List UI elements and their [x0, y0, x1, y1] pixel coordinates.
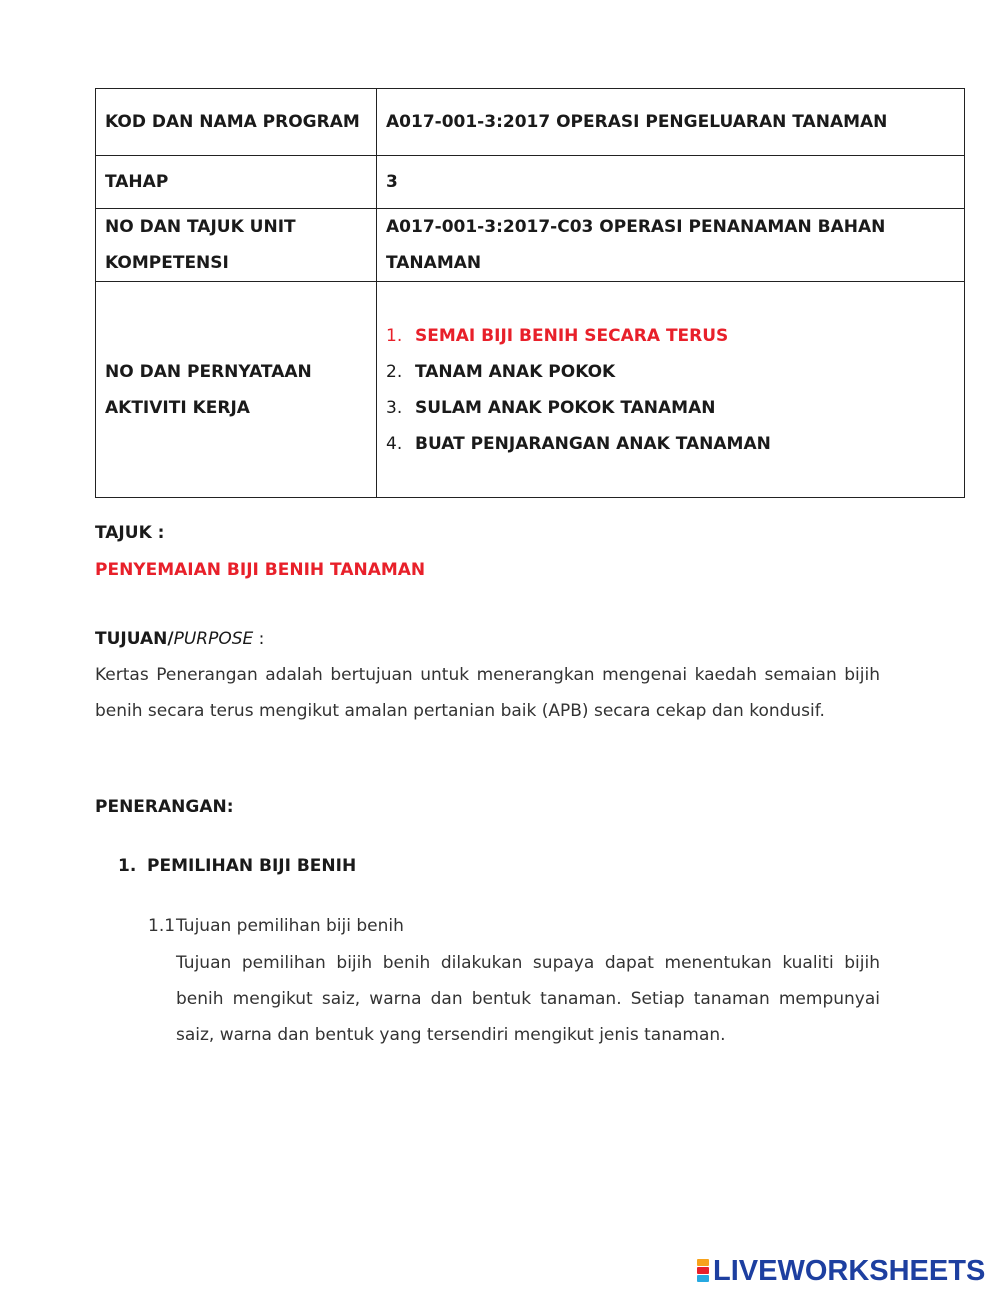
section-number: 1. — [118, 856, 137, 876]
subsection-number: 1.1 — [148, 916, 176, 936]
table-row — [96, 89, 965, 156]
activity-text: SULAM ANAK POKOK TANAMAN — [415, 397, 716, 418]
table-row — [96, 282, 965, 498]
activity-item — [386, 318, 955, 354]
table-row — [96, 156, 965, 209]
activity-item — [386, 426, 955, 462]
row-label: NO DAN TAJUK UNIT KOMPETENSI — [96, 209, 377, 282]
logo-text: LIVEWORKSHEETS — [713, 1254, 986, 1287]
table-row — [96, 209, 965, 282]
activity-item — [386, 390, 955, 426]
activity-text: SEMAI BIJI BENIH SECARA TERUS — [415, 325, 729, 346]
tujuan-label: TUJUAN/ — [95, 629, 174, 649]
activity-number: 3. — [386, 397, 403, 418]
penerangan-label: PENERANGAN: — [95, 797, 234, 817]
subsection-title: Tujuan pemilihan biji benih — [176, 916, 404, 936]
activity-text: TANAM ANAK POKOK — [415, 361, 616, 382]
activity-number: 1. — [386, 325, 403, 346]
section-heading — [118, 856, 356, 876]
row-label: NO DAN PERNYATAAN AKTIVITI KERJA — [96, 282, 377, 498]
activity-item — [386, 354, 955, 390]
activity-text: BUAT PENJARANGAN ANAK TANAMAN — [415, 433, 771, 454]
row-value: A017-001-3:2017-C03 OPERASI PENANAMAN BAHAN TANAMAN — [377, 209, 965, 282]
tajuk-title: PENYEMAIAN BIJI BENIH TANAMAN — [95, 560, 426, 580]
activity-number: 2. — [386, 361, 403, 382]
row-label: TAHAP — [96, 156, 377, 209]
liveworksheets-logo[interactable] — [697, 1256, 985, 1286]
program-info-table — [95, 88, 965, 498]
tujuan-paragraph: Kertas Penerangan adalah bertujuan untuk menerangkan mengenai kaedah semaian bijih benih secara terus mengikut amalan pertanian baik (APB) secara cekap dan kondusif. — [95, 665, 880, 721]
tujuan-colon: : — [253, 629, 265, 649]
activity-list — [386, 318, 955, 462]
tujuan-heading — [95, 629, 264, 649]
subsection-heading — [148, 916, 404, 936]
purpose-label: PURPOSE — [173, 629, 254, 649]
row-value: 3 — [377, 156, 965, 209]
activity-number: 4. — [386, 433, 403, 454]
row-label: KOD DAN NAMA PROGRAM — [96, 89, 377, 156]
tajuk-label: TAJUK : — [95, 523, 165, 543]
row-value: A017-001-3:2017 OPERASI PENGELUARAN TANAMAN — [377, 89, 965, 156]
section-title: PEMILIHAN BIJI BENIH — [147, 856, 357, 876]
logo-blocks-icon — [697, 1259, 709, 1283]
subsection-paragraph: Tujuan pemilihan bijih benih dilakukan supaya dapat menentukan kualiti bijih benih mengikut saiz, warna dan bentuk tanaman. Setiap tanaman mempunyai saiz, warna dan bentuk yang tersendiri mengikut jenis tanaman. — [176, 953, 880, 1045]
activity-cell — [377, 282, 965, 498]
